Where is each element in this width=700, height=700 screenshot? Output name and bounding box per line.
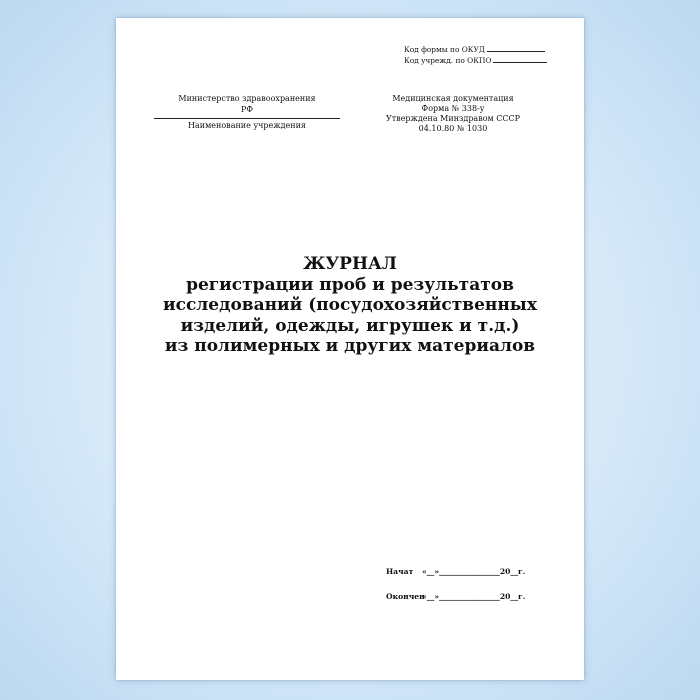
started-date-field: «__»________________20__г. [422, 567, 526, 576]
medical-doc-date: 04.10.80 № 1030 [418, 124, 488, 133]
institution-caption: Наименование учреждения [188, 121, 306, 130]
ministry-header [154, 94, 340, 132]
form-codes [404, 44, 547, 66]
okpo-code-label: Код учрежд. по ОКПО [404, 56, 492, 65]
title-line2: регистрации проб и результатов [186, 274, 514, 295]
started-label: Начат [386, 567, 414, 576]
medical-doc-approval: Утверждена Минздравом СССР [385, 114, 521, 123]
ministry-name-line2: РФ [240, 104, 254, 114]
finished-label: Окончен [386, 592, 425, 601]
journal-title [116, 254, 584, 357]
institution-name-line [154, 118, 340, 119]
finished-date-row [386, 591, 525, 602]
okpo-code-row [404, 55, 547, 66]
title-line3: исследований (посудохозяйственных [163, 295, 537, 315]
okpo-code-blank [493, 62, 547, 63]
ministry-name-line1: Министерство здравоохранения [178, 94, 316, 103]
document-sheet [116, 18, 584, 680]
started-date-row [386, 566, 525, 577]
medical-doc-form-number: Форма № 338-у [421, 104, 485, 113]
medical-doc-line1: Медицинская документация [392, 94, 514, 103]
title-line4: изделий, одежды, игрушек и т.д.) [180, 315, 520, 336]
finished-date-field: «__»________________20__г. [422, 592, 526, 601]
journal-dates [386, 566, 525, 616]
title-line5: из полимерных и других материалов [164, 336, 536, 356]
okud-code-label: Код формы по ОКУД [404, 45, 485, 54]
title-line1: ЖУРНАЛ [303, 254, 397, 274]
okud-code-row [404, 44, 547, 55]
okud-code-blank [487, 51, 545, 52]
medical-doc-header [378, 94, 528, 134]
